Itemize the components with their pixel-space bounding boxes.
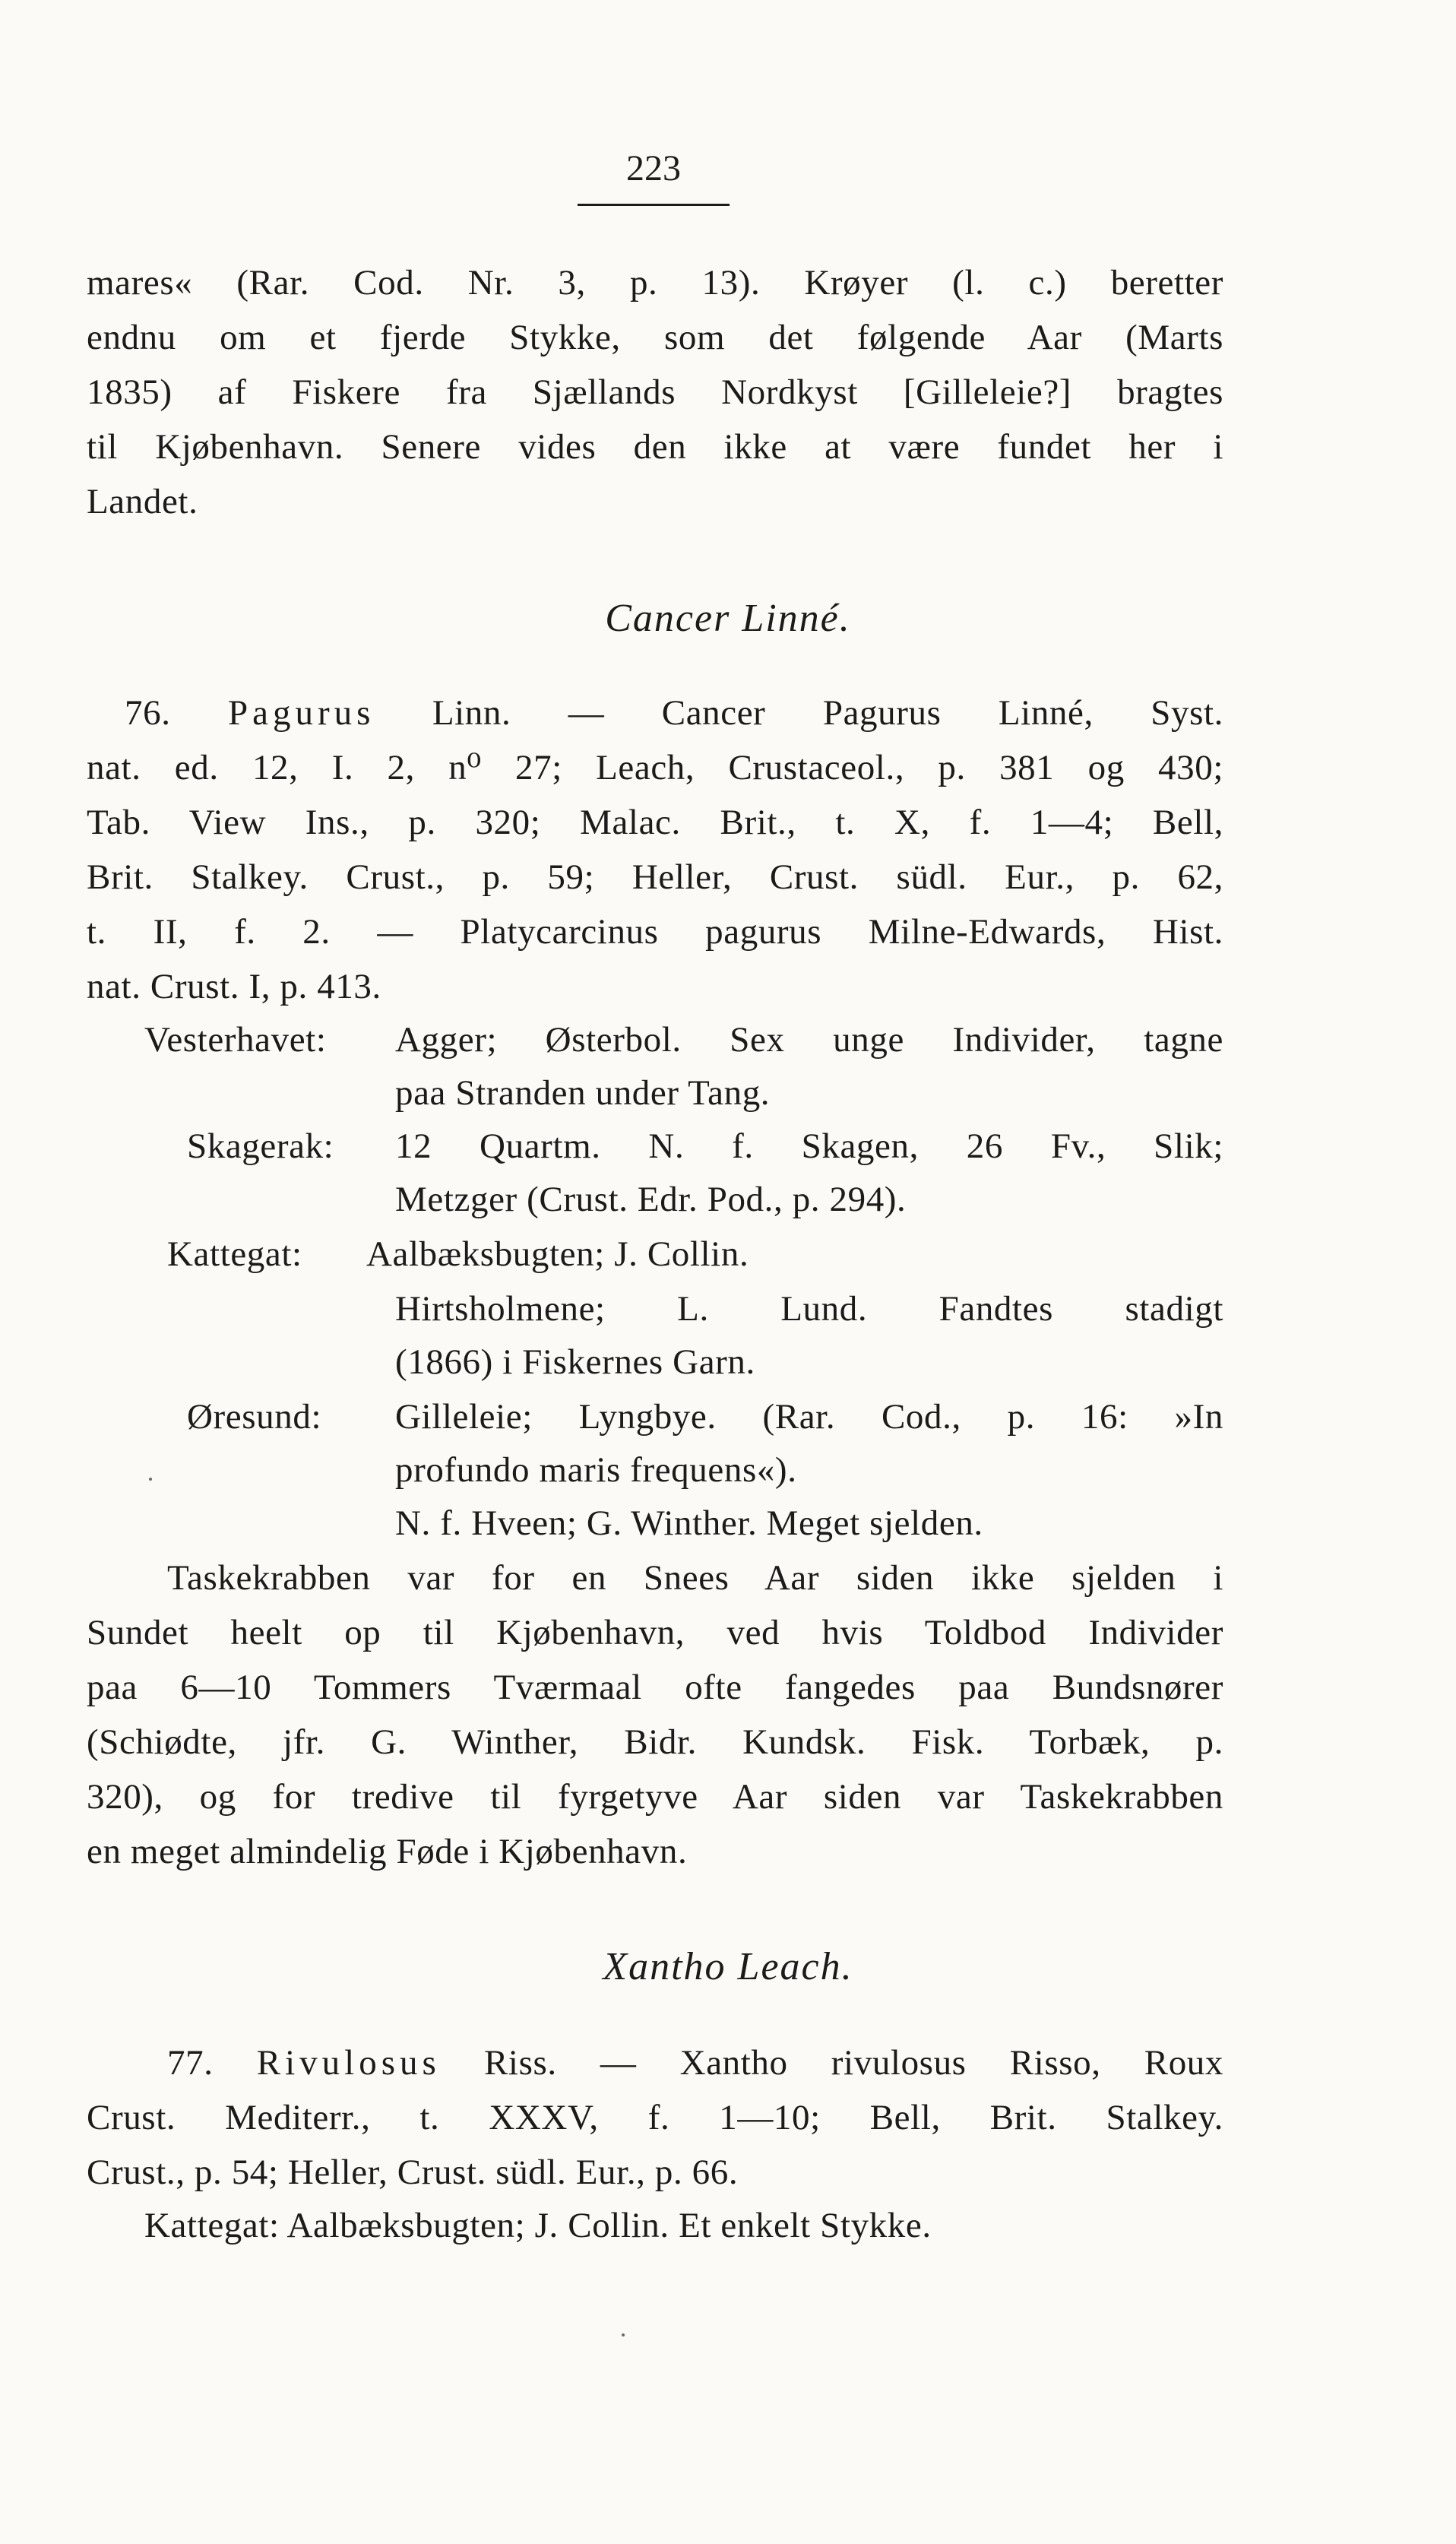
page-number-rule bbox=[578, 204, 730, 206]
locality-label: Kattegat: bbox=[144, 2206, 280, 2245]
locality-label: Skagerak: bbox=[187, 1126, 334, 1166]
text-line: til Kjøbenhavn. Senere vides den ikke at være fundet her i bbox=[87, 427, 1223, 467]
print-speck bbox=[149, 1478, 152, 1481]
locality-text: Metzger (Crust. Edr. Pod., p. 294). bbox=[395, 1180, 907, 1219]
locality-line bbox=[144, 2204, 1223, 2247]
locality-text: profundo maris frequens«). bbox=[395, 1450, 797, 1490]
species-name: Pagurus bbox=[227, 693, 375, 733]
text-line: (Schiødte, jfr. G. Winther, Bidr. Kundsk. Fisk. Torbæk, p. bbox=[87, 1722, 1223, 1762]
text-line: 1835) af Fiskere fra Sjællands Nordkyst [Gilleleie?] bragtes bbox=[87, 372, 1223, 412]
locality-text: Agger; Østerbol. Sex unge Individer, tagne bbox=[395, 1020, 1223, 1060]
text-line: endnu om et fjerde Stykke, som det følgende Aar (Marts bbox=[87, 318, 1223, 357]
text-line: en meget almindelig Føde i Kjøbenhavn. bbox=[87, 1832, 688, 1871]
text-line: Landet. bbox=[87, 482, 198, 521]
locality-text: Aalbæksbugten; J. Collin. Et enkelt Stykke. bbox=[286, 2206, 932, 2245]
text-line: Brit. Stalkey. Crust., p. 59; Heller, Crust. südl. Eur., p. 62, bbox=[87, 857, 1223, 897]
locality-text: Gilleleie; Lyngbye. (Rar. Cod., p. 16: »In bbox=[395, 1397, 1223, 1437]
text-line: nat. Crust. I, p. 413. bbox=[87, 967, 381, 1006]
locality-text: Hirtsholmene; L. Lund. Fandtes stadigt bbox=[395, 1289, 1223, 1329]
locality-label: Øresund: bbox=[187, 1397, 322, 1437]
species-entry-first-line bbox=[125, 692, 1223, 734]
locality-text: (1866) i Fiskernes Garn. bbox=[395, 1342, 755, 1382]
species-synonymy: Linn. — Cancer Pagurus Linné, Syst. bbox=[432, 693, 1223, 733]
locality-label: Vesterhavet: bbox=[144, 1020, 327, 1060]
text-line: t. II, f. 2. — Platycarcinus pagurus Milne-Edwards, Hist. bbox=[87, 912, 1223, 952]
species-number: 77. bbox=[167, 2043, 214, 2083]
text-line: Tab. View Ins., p. 320; Malac. Brit., t. X, f. 1—4; Bell, bbox=[87, 803, 1223, 842]
text-line: Sundet heelt op til Kjøbenhavn, ved hvis Toldbod Individer bbox=[87, 1613, 1223, 1652]
locality-text: paa Stranden under Tang. bbox=[395, 1073, 771, 1113]
text-line: Crust. Mediterr., t. XXXV, f. 1—10; Bell, Brit. Stalkey. bbox=[87, 2098, 1223, 2137]
species-entry-first-line bbox=[167, 2042, 1223, 2084]
species-synonymy: Riss. — Xantho rivulosus Risso, Roux bbox=[483, 2043, 1223, 2083]
locality-text: 12 Quartm. N. f. Skagen, 26 Fv., Slik; bbox=[395, 1126, 1223, 1166]
genus-heading-cancer: Cancer Linné. bbox=[605, 597, 851, 640]
locality-label: Kattegat: bbox=[167, 1234, 302, 1274]
text-line: paa 6—10 Tommers Tværmaal ofte fangedes paa Bundsnører bbox=[87, 1668, 1223, 1707]
text-line: Taskekrabben var for en Snees Aar siden ikke sjelden i bbox=[167, 1558, 1223, 1598]
text-line: 320), og for tredive til fyrgetyve Aar siden var Taskekrabben bbox=[87, 1777, 1223, 1817]
text-line: mares« (Rar. Cod. Nr. 3, p. 13). Krøyer (l. c.) beretter bbox=[87, 263, 1223, 303]
text-line: Crust., p. 54; Heller, Crust. südl. Eur., p. 66. bbox=[87, 2153, 739, 2192]
print-speck bbox=[622, 2333, 625, 2336]
genus-heading-xantho: Xantho Leach. bbox=[603, 1945, 853, 1988]
species-number: 76. bbox=[125, 693, 171, 733]
species-name: Rivulosus bbox=[256, 2043, 441, 2083]
locality-text: Aalbæksbugten; J. Collin. bbox=[366, 1234, 749, 1274]
text-line: nat. ed. 12, I. 2, n⁰ 27; Leach, Crustaceol., p. 381 og 430; bbox=[87, 748, 1223, 787]
page-number: 223 bbox=[626, 148, 681, 189]
locality-text: N. f. Hveen; G. Winther. Meget sjelden. bbox=[395, 1503, 983, 1543]
